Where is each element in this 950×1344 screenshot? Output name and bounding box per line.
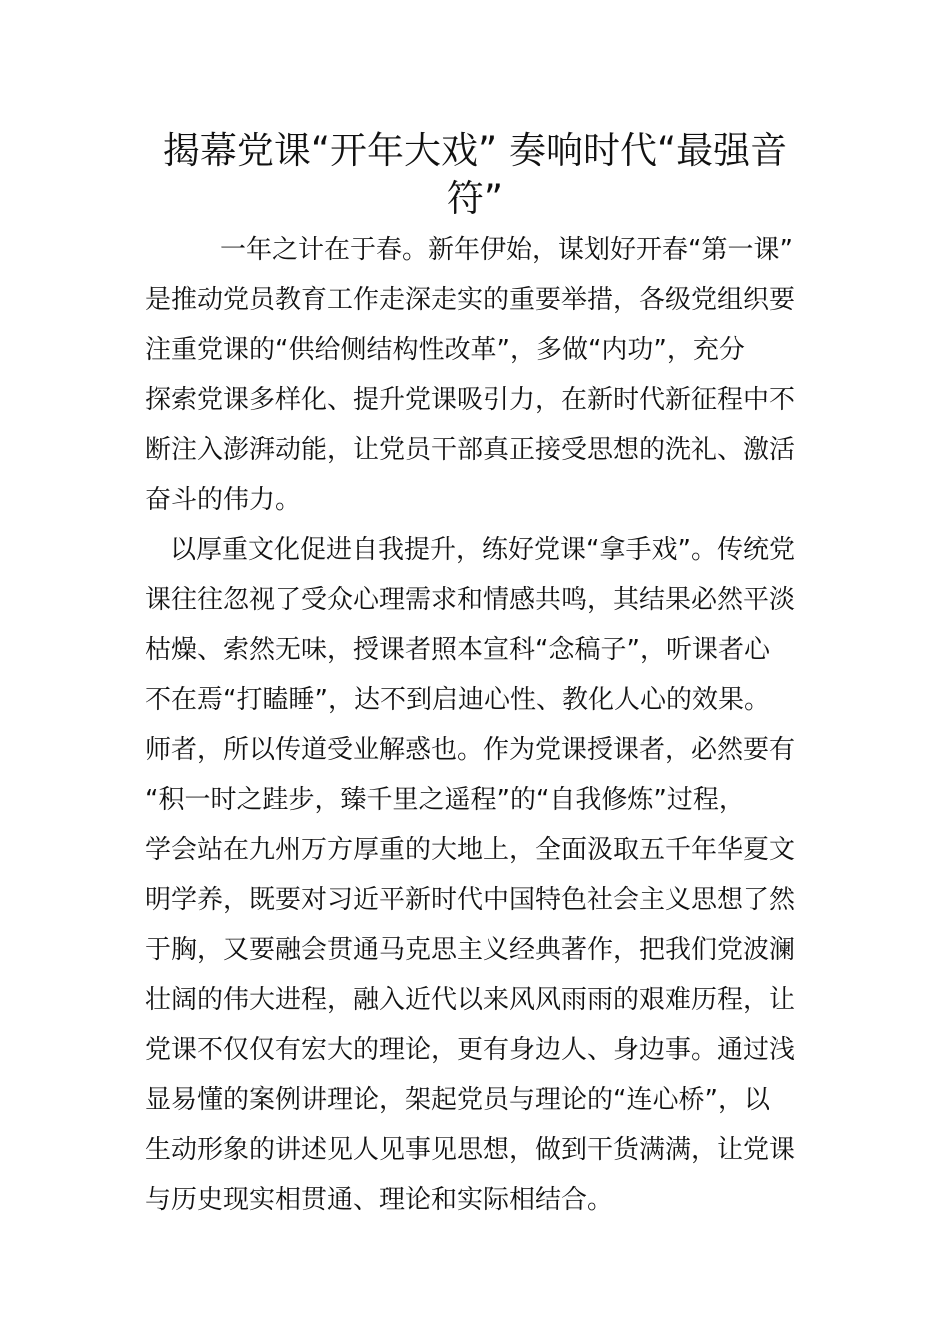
paragraph-2-line-5: 师者，所以传道受业解惑也。作为党课授课者，必然要有 [145, 735, 796, 765]
paragraph-1-line-1: 一年之计在于春。新年伊始，谋划好开春“第一课” [220, 235, 793, 265]
paragraph-2-line-9: 于胸，又要融会贯通马克思主义经典著作，把我们党波澜 [145, 935, 796, 965]
paragraph-1-line-6: 奋斗的伟力。 [145, 485, 302, 515]
paragraph-2-line-3: 枯燥、索然无味，授课者照本宣科“念稿子”，听课者心 [145, 635, 770, 665]
document-title-line-1: 揭幕党课“开年大戏” 奏响时代“最强音 [162, 129, 788, 172]
paragraph-1-line-2: 是推动党员教育工作走深走实的重要举措，各级党组织要 [145, 285, 796, 315]
paragraph-1-line-4: 探索党课多样化、提升党课吸引力，在新时代新征程中不 [145, 385, 796, 415]
paragraph-2-line-7: 学会站在九州万方厚重的大地上，全面汲取五千年华夏文 [145, 835, 796, 865]
paragraph-2-line-6: “积一时之跬步，臻千里之遥程”的“自我修炼”过程， [145, 785, 745, 815]
paragraph-1-line-5: 断注入澎湃动能，让党员干部真正接受思想的洗礼、激活 [145, 435, 796, 465]
paragraph-1-line-3: 注重党课的“供给侧结构性改革”，多做“内功”，充分 [145, 335, 745, 365]
paragraph-2-line-14: 与历史现实相贯通、理论和实际相结合。 [145, 1185, 614, 1215]
paragraph-2-line-10: 壮阔的伟大进程，融入近代以来风风雨雨的艰难历程，让 [145, 985, 796, 1015]
paragraph-2-line-4: 不在焉“打瞌睡”，达不到启迪心性、教化人心的效果。 [145, 685, 770, 715]
paragraph-2-line-11: 党课不仅仅有宏大的理论，更有身边人、身边事。通过浅 [145, 1035, 796, 1065]
paragraph-2-line-2: 课往往忽视了受众心理需求和情感共鸣，其结果必然平淡 [145, 585, 796, 615]
paragraph-2-line-12: 显易懂的案例讲理论，架起党员与理论的“连心桥”，以 [145, 1085, 770, 1115]
paragraph-2-line-8: 明学养，既要对习近平新时代中国特色社会主义思想了然 [145, 885, 796, 915]
document-title-line-2: 符” [446, 177, 504, 220]
paragraph-2-line-1: 以厚重文化促进自我提升，练好党课“拿手戏”。传统党 [170, 535, 795, 565]
paragraph-2-line-13: 生动形象的讲述见人见事见思想，做到干货满满，让党课 [145, 1135, 796, 1165]
